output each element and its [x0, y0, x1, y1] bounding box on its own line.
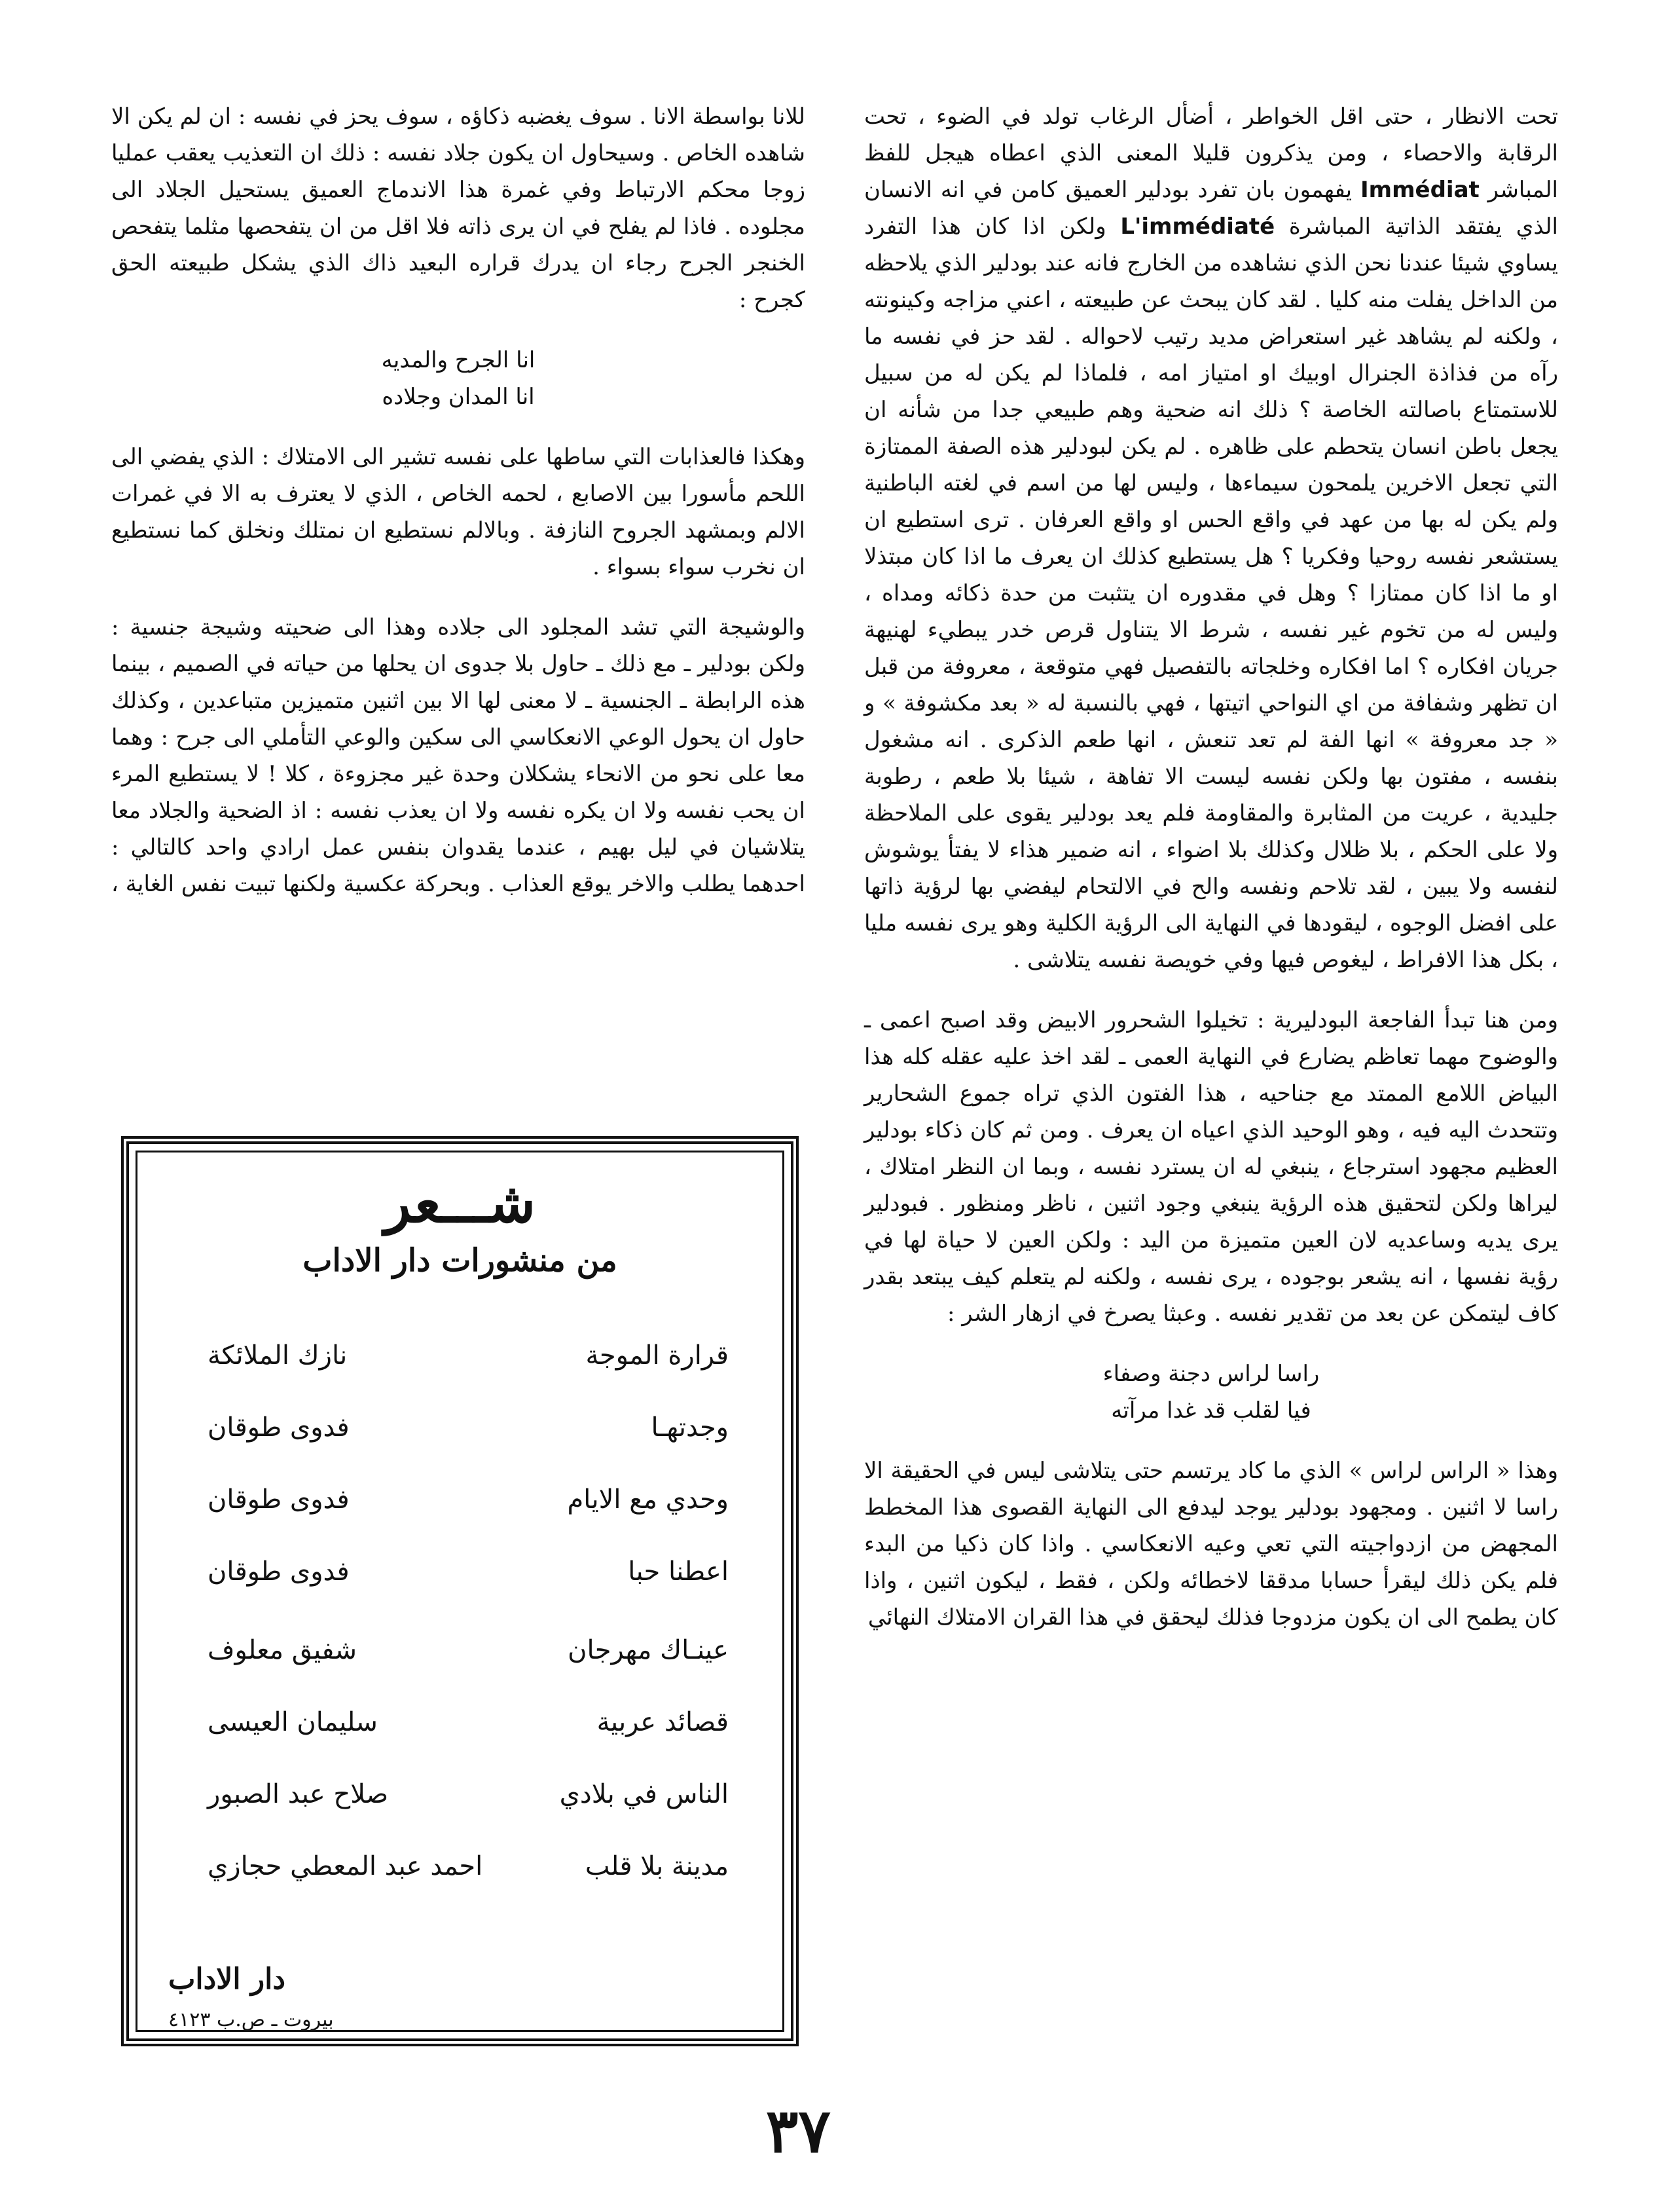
ad-work-title: وجدتهـا	[651, 1412, 729, 1443]
right-text-column	[864, 98, 1558, 1659]
ad-address: بيروت ـ ص.ب ٤١٢٣	[168, 2008, 334, 2031]
left-verse-line-1: انا الجرح والمديه	[381, 347, 536, 373]
right-verse-line-1: راسا لراس دجنة وصفاء	[1102, 1361, 1320, 1387]
ad-author: فدوى طوقان	[208, 1557, 350, 1587]
ad-list-item	[129, 1557, 791, 1596]
ad-list-item	[129, 1779, 791, 1818]
poetry-advertisement-box	[121, 1136, 799, 2046]
ad-work-title: مدينة بلا قلب	[585, 1851, 729, 1881]
left-paragraph-3: والوشيجة التي تشد المجلود الى جلاده وهذا الى ضحيته وشيجة جنسية : ولكن بودلير ـ مع ذلك ـ حاول بلا جدوى ان يحلها من حياته في الصميم ، بينما هذه الرابطة ـ الجنسية ـ لا معنى لها الا بين اثنين متميزين متباعدين ، وكذلك حاول ان يحول الوعي الانعكاسي الى سكين والوعي التأملي الى جرح : وهما معا على نحو من الانحاء يشكلان وحدة غير مجزوءة ، كلا ! لا يستطيع المرء ان يحب نفسه ولا ان يكره نفسه ولا ان يعذب نفسه : اذ الضحية والجلاد معا يتلاشيان في ليل بهيم ، عندما يقدوان بنفس عمل ارادي واحد كالتالي : احدهما يطلب والاخر يوقع العذاب . وبحركة عكسية ولكنها تبيت نفس الغاية ،	[111, 614, 805, 897]
latin-term-immediate: L'immédiaté	[1120, 213, 1275, 240]
right-paragraph-3: وهذا « الراس لراس » الذي ما كاد يرتسم حتى يتلاشى ليس في الحقيقة الا راسا لا اثنين . ومجهود بودلير يوجد ليدفع الى النهاية القصوى هذا المخطط المجهض من ازدواجيته التي تعي وعيه الانعكاسي . واذا كان ذكيا من البدء فلم يكن ذلك ليقرأ حسابا مدققا لاخطائه ولكن ، فقط ، ليكون اثنين ، واذا كان يطمح الى ان يكون مزدوجا فذلك ليحقق في هذا القران الامتلاك النهائي	[864, 1458, 1558, 1631]
ad-author: فدوى طوقان	[208, 1484, 350, 1515]
ad-author: احمد عبد المعطي حجازي	[208, 1851, 483, 1881]
ad-author: شفيق معلوف	[208, 1635, 357, 1665]
ad-list-item	[129, 1635, 791, 1674]
ad-list-item	[129, 1484, 791, 1524]
ad-author: فدوى طوقان	[208, 1412, 350, 1443]
right-p1c-text: ولكن اذا كان هذا التفرد يساوي شيئا عندنا نحن الذي نشاهده من الخارج فانه عند بودلير الذي يلاحظه من الداخل يفلت منه كليا . لقد كان يبحث عن طبيعته ، اعني مزاجه وكينونته ، ولكنه لم يشاهد غير استعراض مديد رتيب لاحواله . لقد حز في نفسه ما رآه من فذاذة الجنرال اوبيك او امتياز امه ، فلماذا لم يكن له من سبيل للاستمتاع باصالته الخاصة ؟ ذلك انه ضحية وهم طبيعي جدا من شأنه ان يجعل باطن انسان يتحطم على ظاهره . لم يكن لبودلير هذه الصفة الممتازة التي تجعل الاخرين يلمحون سيماءها ، وليس لها من اسم في لغته الباطنية ولم يكن له بها من عهد في واقع الحس او واقع العرفان . ترى استطيع ان يستشعر نفسه روحيا وفكريا ؟ هل يستطيع كذلك ان يعرف ما اذا كان مبتذلا او ما اذا كان ممتازا ؟ وهل في مقدوره ان يتثبت من حدة ذكائه ومداه ، وليس له من تخوم غير نفسه ، شرط الا يتناول قرص خدر يبطيء لهنيهة جريان افكاره ؟ اما افكاره وخلجاته بالتفصيل فهي متوقعة ، معروفة من قبل ان تظهر وشفافة من اي النواحي اتيتها ، فهي بالنسبة له « بعد مكشوفة » و « جد معروفة » انها الفة لم تعد تنعش ، انها طعم الذكرى . انه مشغول بنفسه ، مفتون بها ولكن نفسه ليست الا تفاهة ، شيئا بلا طعم ، رطوبة جليدية ، عريت من المثابرة والمقاومة فلم يعد بودلير يقوى على الملاحظة ولا على الحكم ، بلا ظلال وكذلك بلا اضواء ، انه ضمير هذاء لا يفتأ يوشوش لنفسه ولا يبين ، لقد تلاحم ونفسه والح في الالتحام ليفضي بها لرؤية ذاتها على افضل الوجوه ، ليقودها في النهاية الى الرؤية الكلية وهو يرى نفسه مليا ، بكل هذا الافراط ، ليغوص فيها وفي خويصة نفسه يتلاشى .	[864, 213, 1558, 973]
latin-term-immediat: Immédiat	[1360, 177, 1480, 203]
ad-subtitle: من منشورات دار الاداب	[302, 1242, 617, 1279]
ad-list-item	[129, 1340, 791, 1380]
ad-author: صلاح عبد الصبور	[208, 1779, 389, 1809]
ad-list-item	[129, 1851, 791, 1890]
ad-work-title: الناس في بلادي	[559, 1779, 729, 1809]
ad-author: نازك الملائكة	[208, 1340, 348, 1371]
ad-publisher: دار الاداب	[168, 1963, 285, 1996]
left-verse-line-2: انا المدان وجلاده	[382, 384, 535, 410]
ad-list-item	[129, 1412, 791, 1452]
left-text-column	[111, 98, 805, 926]
ad-list-item	[129, 1707, 791, 1746]
ad-work-title: وحدي مع الايام	[567, 1484, 729, 1515]
ad-work-title: عينـاك مهرجان	[568, 1635, 729, 1665]
right-paragraph-1	[864, 98, 1558, 978]
page-number: ٣٧	[766, 2095, 831, 2166]
left-paragraph-1: للانا بواسطة الانا . سوف يغضبه ذكاؤه ، سوف يحز في نفسه : ان لم يكن الا شاهده الخاص . وسيحاول ان يكون جلاد نفسه : ذلك ان التعذيب يعقب عمليا زوجا محكم الارتباط وفي غمرة هذا الاندماج العميق يستحيل الجلاد الى مجلوده . فاذا لم يفلح في ان يرى ذاته فلا اقل من ان يتفحصها مثلما يتفحص الخنجر الجرح رجاء ان يدرك قراره البعيد ذاك الذي يشكل طبيعته الحق كجرح :	[111, 103, 805, 313]
right-p1b-text: يفهمون بان تفرد بودلير العميق كامن في انه الانسان الذي يفتقد الذاتية المباشرة	[864, 177, 1558, 240]
right-p1-text: تحت الانظار ، حتى اقل الخواطر ، أضأل الرغاب تولد في الضوء ، تحت الرقابة والاحصاء ، ومن يذكرون قليلا المعنى الذي اعطاه هيجل للفظ المباشر	[864, 103, 1559, 203]
left-paragraph-2: وهكذا فالعذابات التي ساطها على نفسه تشير الى الامتلاك : الذي يفضي الى اللحم مأسورا بين الاصابع ، لحمه الخاص ، الذي لا يعترف به الا في غمرات الالم وبمشهد الجروح النازفة . وبالالم نستطيع ان نمتلك ونخلق كما نستطيع ان نخرب سواء بسواء .	[111, 444, 805, 580]
left-verse	[111, 342, 805, 415]
ad-author: سليمان العيسى	[208, 1707, 378, 1737]
right-paragraph-2: ومن هنا تبدأ الفاجعة البودليرية : تخيلوا الشحرور الابيض وقد اصبح اعمى ـ والوضوح مهما تعاظم يضارع في النهاية العمى ـ لقد اخذ عليه عقله كله هذا البياض اللامع الممتد مع جناحيه ، هذا الفتون الذي تراه جموع الشحارير وتتحدث اليه فيه ، وهو الوحيد الذي اعياه ان يعرف . ومن ثم كان ذكاء بودلير العظيم مجهود استرجاع ، ينبغي له ان يسترد نفسه ، وبما ان النظر امتلاك ، ليراها ولكن لتحقيق هذه الرؤية ينبغي وجود اثنين ، ناظر ومنظور . فبودلير يرى يديه وساعديه لان العين متميزة من اليد : ولكن العين لا حياة لها في رؤية نفسها ، انه يشعر بوجوده ، يرى نفسه ، ولكنه لم يتعلم كيف يبتعد بقدر كاف ليتمكن عن بعد من تقدير نفسه . وعبثا يصرخ في ازهار الشر :	[864, 1007, 1558, 1327]
right-verse-line-2: فيا لقلب قد غدا مرآته	[1111, 1397, 1311, 1424]
right-verse	[864, 1355, 1558, 1429]
ad-work-title: قرارة الموجة	[585, 1340, 729, 1371]
ad-title: شـــعر	[384, 1170, 536, 1235]
ad-work-title: اعطنا حبا	[628, 1557, 729, 1587]
ad-work-title: قصائد عربية	[596, 1707, 729, 1737]
